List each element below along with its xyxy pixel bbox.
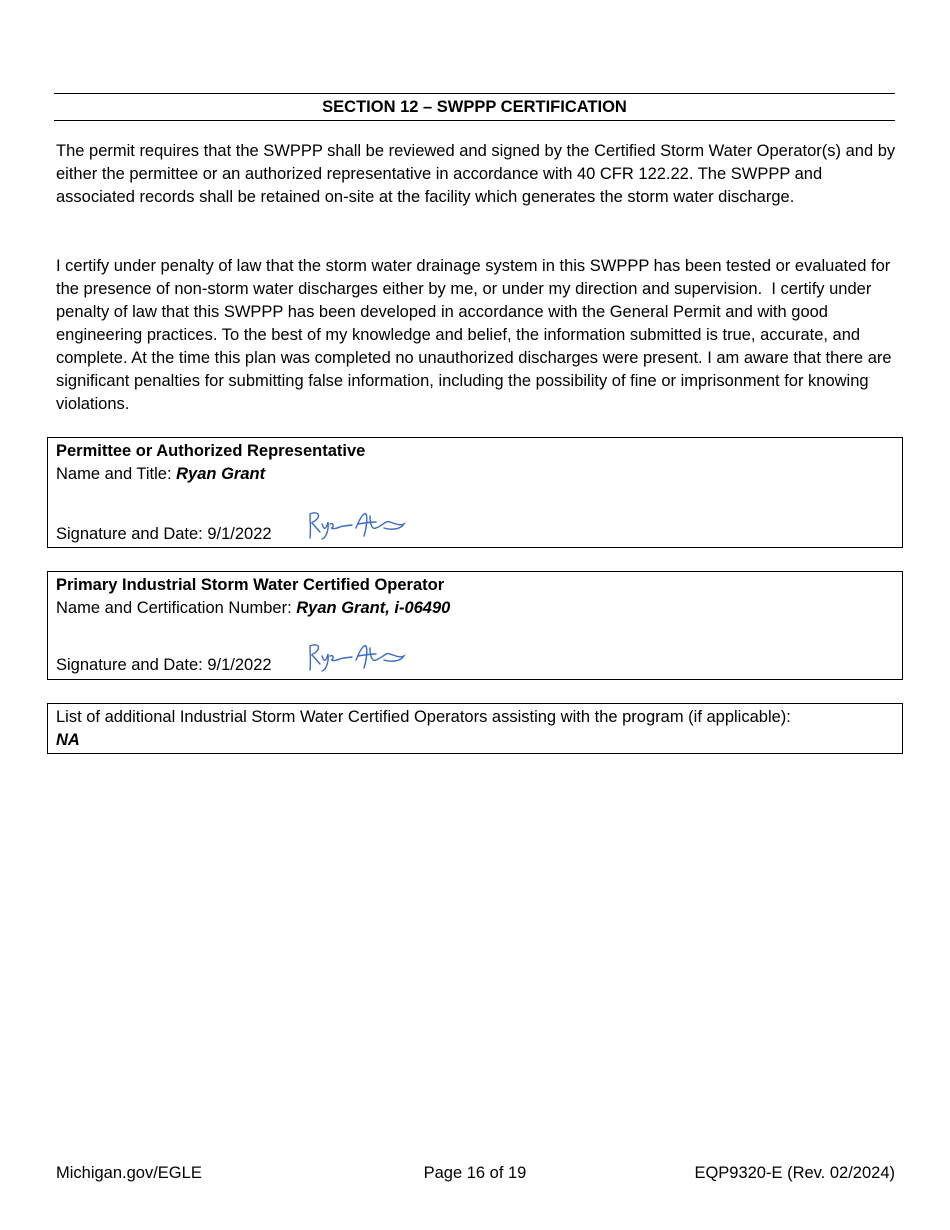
permittee-signature-label: Signature and Date: 9/1/2022 [56,525,272,543]
permittee-signature-image [304,508,414,542]
operator-name-label: Name and Certification Number: [56,599,297,617]
footer-website: Michigan.gov/EGLE [56,1164,202,1182]
additional-operators-label: List of additional Industrial Storm Water Certified Operators assisting with the program (if applicable): [56,708,791,726]
permittee-name-label: Name and Title: [56,465,177,483]
operator-name-row [56,597,894,620]
operator-signature-image [304,640,414,674]
section-title: SECTION 12 – SWPPP CERTIFICATION [54,93,895,121]
footer-form-number: EQP9320-E (Rev. 02/2024) [694,1164,895,1182]
certification-statement-paragraph: I certify under penalty of law that the storm water drainage system in this SWPPP has been tested or evaluated for the presence of non-storm water discharges either by me, or under my direction and supervision. I certify under penalty of law that this SWPPP has been developed in accordance with the General Permit and with good engineering practices. To the best of my knowledge and belief, the information submitted is true, accurate, and complete. At the time this plan was completed no unauthorized discharges were present. I am aware that there are significant penalties for submitting false information, including the possibility of fine or imprisonment for knowing violations. [56,257,897,413]
permittee-name-value: Ryan Grant [176,465,266,483]
operator-name-value: Ryan Grant, i-06490 [296,599,451,617]
permittee-heading: Permittee or Authorized Representative [56,442,366,460]
permittee-name-row [56,463,894,486]
operator-heading: Primary Industrial Storm Water Certified Operator [56,576,445,594]
permittee-signature-box [47,437,903,548]
additional-operators-box [47,703,903,754]
footer-page-number: Page 16 of 19 [423,1164,527,1182]
operator-signature-label: Signature and Date: 9/1/2022 [56,656,272,674]
operator-signature-box [47,571,903,680]
permit-requirement-paragraph: The permit requires that the SWPPP shall be reviewed and signed by the Certified Storm Water Operator(s) and by either the permittee or an authorized representative in accordance with 40 CFR 122.22. The SWPPP and associated records shall be retained on-site at the facility which generates the storm water discharge. [56,142,900,206]
additional-operators-value: NA [56,731,80,749]
